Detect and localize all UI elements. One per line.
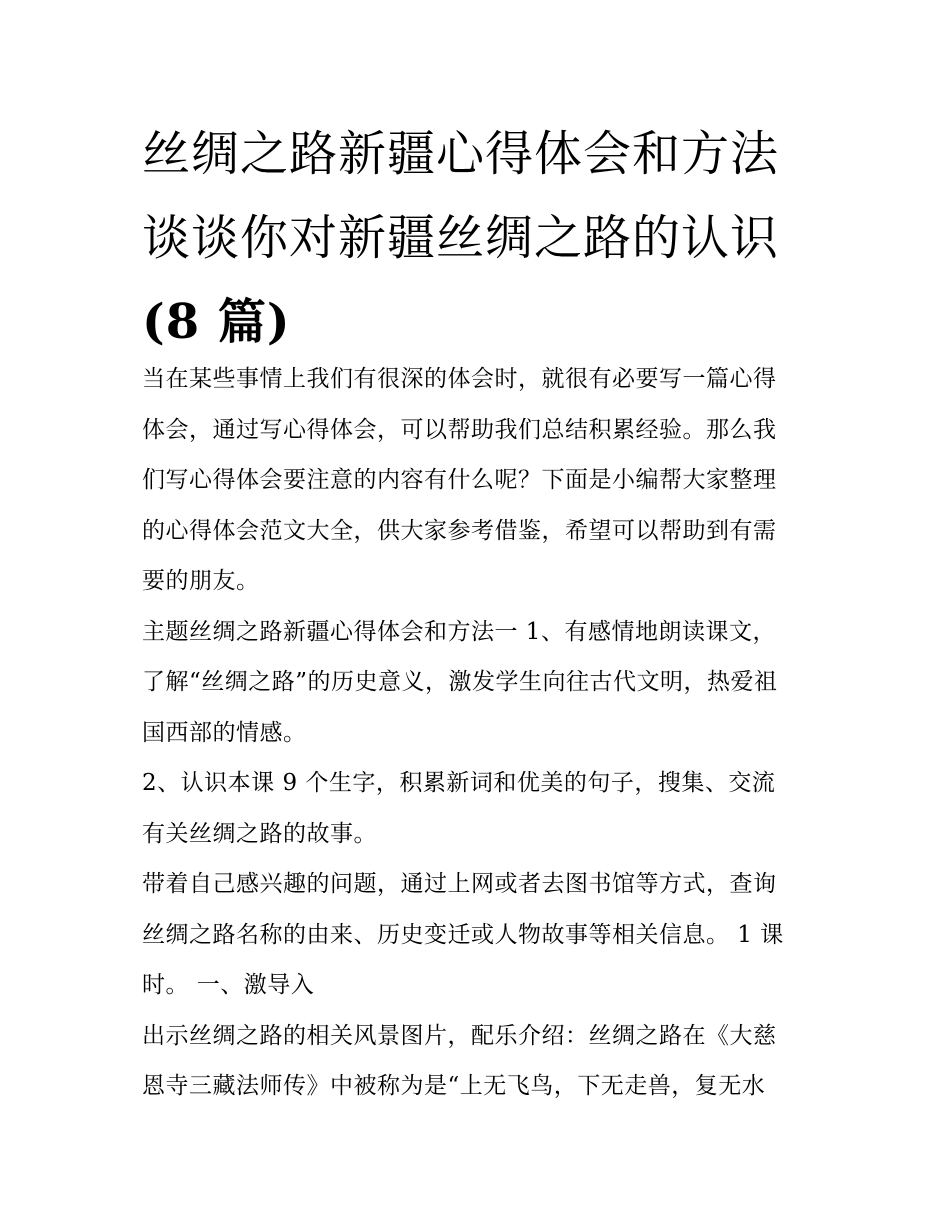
text-line: 有关丝绸之路的故事。 [142, 820, 377, 847]
text-line: 2、认识本课 9 个生字，积累新词和优美的句子，搜集、交流 [142, 770, 776, 796]
document-body [142, 354, 814, 1112]
text-line: 国西部的情感。 [142, 719, 307, 746]
text-line: 主题丝绸之路新疆心得体会和方法一 1、有感情地朗读课文， [142, 618, 776, 645]
paragraph-topic [142, 607, 814, 759]
text-line: 体会，通过写心得体会，可以帮助我们总结积累经验。那么我 [142, 416, 777, 443]
paragraph-goal-2 [142, 758, 814, 859]
text-line: 当在某些事情上我们有很深的体会时，就很有必要写一篇心得 [142, 366, 777, 392]
title-line: 谈谈你对新疆丝绸之路的认识 [142, 210, 780, 266]
text-line: 的心得体会范文大全，供大家参考借鉴，希望可以帮助到有需 [142, 517, 777, 544]
paragraph-intro-scene [142, 1011, 814, 1112]
text-line: 带着自己感兴趣的问题，通过上网或者去图书馆等方式，查询 [142, 871, 777, 897]
paragraph-preparation [142, 859, 814, 1011]
title-line: 丝绸之路新疆心得体会和方法 [142, 126, 780, 182]
text-line: 时。 一、激导入 [142, 972, 315, 998]
text-line: 要的朋友。 [142, 568, 260, 594]
document-page [142, 112, 814, 1099]
document-title [142, 112, 814, 364]
text-line: 们写心得体会要注意的内容有什么呢？下面是小编帮大家整理 [142, 467, 777, 493]
text-line: 出示丝绸之路的相关风景图片，配乐介绍：丝绸之路在《大慈 [142, 1022, 777, 1049]
paragraph-intro [142, 354, 814, 607]
text-line: 丝绸之路名称的由来、历史变迁或人物故事等相关信息。 1 课 [142, 921, 784, 948]
title-line: (8 篇) [142, 294, 291, 350]
text-line: 了解“丝绸之路”的历史意义，激发学生向往古代文明，热爱祖 [142, 669, 778, 695]
text-line: 恩寺三藏法师传》中被称为是“上无飞鸟，下无走兽，复无水 [142, 1073, 766, 1099]
